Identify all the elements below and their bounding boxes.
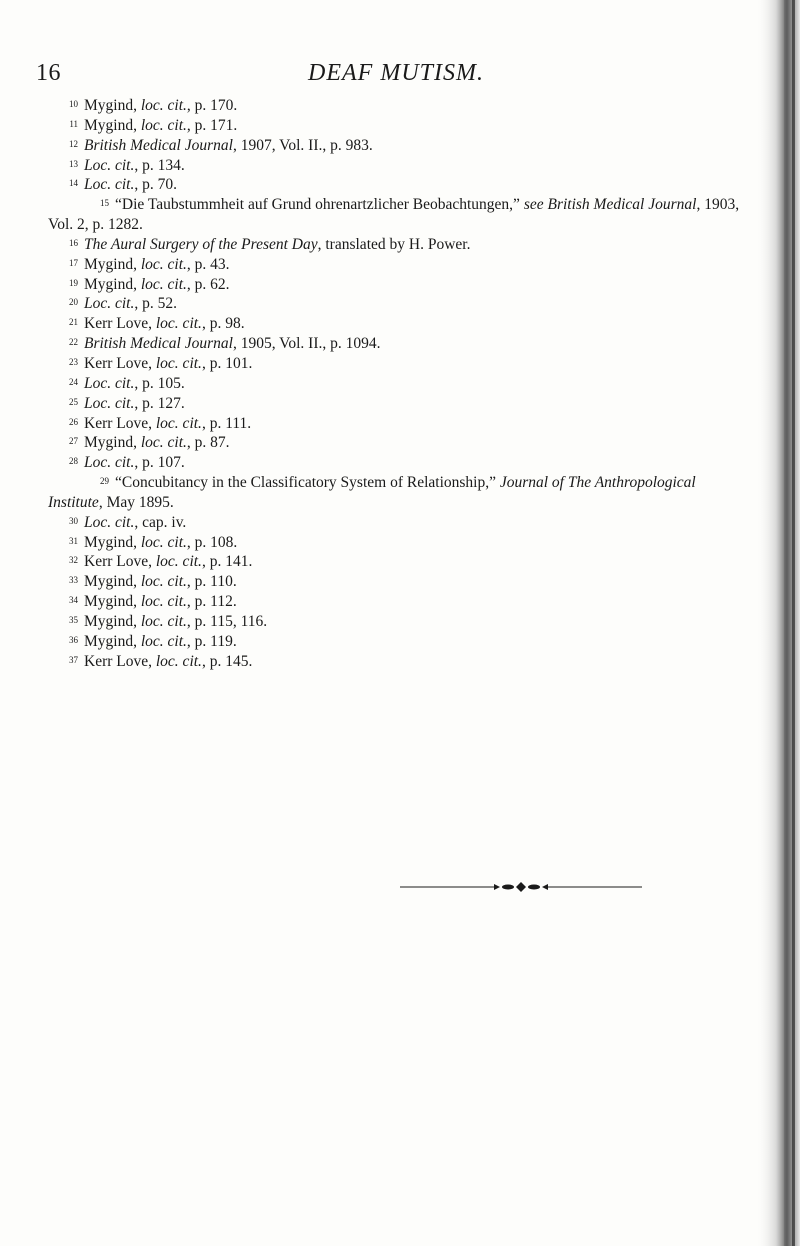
footnote-number: 10	[69, 99, 78, 109]
footnote-number: 37	[69, 654, 78, 665]
footnote-text: , p. 171.	[186, 116, 238, 134]
footnote-text: Kerr Love,	[84, 414, 156, 432]
footnote-number: 33	[69, 575, 78, 586]
footnote-text: , p. 119.	[186, 632, 237, 650]
footnote-text: , 1905, Vol. II., p. 1094.	[232, 335, 381, 353]
footnote-text: , 1903, Vol. 2, p. 1282.	[48, 196, 740, 234]
footnote-text: , p. 105.	[134, 374, 185, 392]
footnote-text: Mygind,	[84, 275, 141, 293]
footnote-italic-text: loc. cit.	[140, 573, 187, 591]
page-number: 16	[36, 60, 61, 86]
footnote-text: , p. 170.	[186, 97, 238, 114]
ornament-dot-right	[528, 885, 540, 890]
footnote-italic-text: Loc. cit.	[84, 156, 135, 174]
ornament-arrow-left	[494, 884, 500, 890]
footnote	[69, 453, 748, 473]
footnote	[69, 354, 748, 374]
footnote-text: , p. 115, 116.	[186, 612, 268, 630]
footnote-text: Mygind,	[84, 116, 141, 134]
footnote-text: Mygind,	[84, 255, 141, 273]
footnote-italic-text: loc. cit.	[140, 612, 187, 630]
footnotes-list	[48, 96, 748, 671]
footnote-text: Mygind,	[84, 434, 141, 452]
running-head: DEAF MUTISM.	[308, 60, 484, 86]
footnote	[69, 592, 748, 612]
footnote-italic-text: loc. cit.	[155, 652, 202, 670]
footnote-italic-text: loc. cit.	[140, 632, 187, 650]
footnote	[69, 156, 748, 176]
footnote-text: Kerr Love,	[84, 553, 156, 571]
footnote-italic-text: British Medical Journal	[84, 335, 233, 353]
footnote-italic-text: loc. cit.	[140, 593, 187, 611]
footnote-text: , p. 134.	[134, 156, 185, 174]
footnote-text: , p. 107.	[134, 454, 185, 472]
footnote-italic-text: Journal of The Anthropological Institute	[48, 474, 696, 511]
footnote-text: , p. 127.	[134, 394, 185, 412]
footnote-number: 28	[69, 456, 78, 467]
footnote	[48, 195, 748, 235]
footnote-number: 21	[69, 317, 78, 328]
footnote-italic-text: loc. cit.	[155, 315, 202, 333]
footnote-italic-text: British Medical Journal	[84, 136, 233, 154]
footnote-text: , p. 62.	[186, 275, 230, 293]
footnote-text: Mygind,	[84, 97, 141, 114]
footnote	[69, 314, 748, 334]
footnote-text: , p. 112.	[186, 593, 237, 611]
footnote	[69, 552, 748, 572]
footnote-number: 12	[69, 138, 78, 149]
footnote-number: 34	[69, 595, 78, 606]
page-header	[36, 50, 756, 90]
footnote-number: 14	[69, 178, 78, 189]
footnote-italic-text: see British Medical Journal	[523, 196, 697, 214]
footnote-italic-text: loc. cit.	[140, 255, 187, 273]
footnote-number: 13	[69, 158, 78, 169]
footnote	[69, 96, 748, 116]
footnote-italic-text: Loc. cit.	[84, 374, 135, 392]
footnote-italic-text: loc. cit.	[155, 414, 202, 432]
footnote-text: , p. 141.	[201, 553, 253, 571]
footnote-number: 27	[69, 436, 78, 447]
footnote	[69, 632, 748, 652]
footnote-text: “Die Taubstummheit auf Grund ohrenartzlicher Beobachtungen,”	[115, 196, 524, 214]
footnote-text: , p. 111.	[201, 414, 252, 432]
footnote-number: 17	[69, 257, 78, 268]
footnote-text: , p. 98.	[201, 315, 245, 333]
footnote	[69, 235, 748, 255]
footnote-number: 35	[69, 614, 78, 625]
ornament-divider	[400, 881, 642, 893]
footnote-text: , May 1895.	[98, 493, 174, 511]
footnote	[69, 572, 748, 592]
footnote-text: “Concubitancy in the Classificatory System of Relationship,”	[115, 474, 500, 492]
footnote-text: Mygind,	[84, 573, 141, 591]
footnote-text: , p. 70.	[134, 176, 177, 194]
footnote-number: 22	[69, 337, 78, 348]
footnote-number: 16	[69, 237, 78, 248]
footnote-text: Kerr Love,	[84, 354, 156, 372]
footnote	[69, 652, 748, 672]
footnote	[69, 334, 748, 354]
footnote-italic-text: loc. cit.	[140, 97, 187, 114]
footnote-italic-text: Loc. cit.	[84, 176, 135, 194]
footnote-italic-text: loc. cit.	[140, 533, 187, 551]
footnote	[69, 294, 748, 314]
footnote-text: Mygind,	[84, 612, 141, 630]
footnote	[69, 414, 748, 434]
footnote-text: , cap. iv.	[134, 513, 187, 531]
footnote-text: Mygind,	[84, 533, 141, 551]
footnote-italic-text: loc. cit.	[155, 553, 202, 571]
footnote-number: 32	[69, 555, 78, 566]
footnote-italic-text: loc. cit.	[155, 354, 202, 372]
footnote-number: 29	[100, 476, 109, 487]
footnote	[69, 394, 748, 414]
footnote-number: 20	[69, 297, 78, 308]
footnote-number: 24	[69, 376, 78, 387]
footnote-number: 19	[69, 277, 78, 288]
footnote	[48, 473, 748, 513]
footnote-text: , p. 52.	[134, 295, 177, 313]
footnote-text: Mygind,	[84, 632, 141, 650]
footnote-text: Kerr Love,	[84, 652, 156, 670]
footnote-text: , 1907, Vol. II., p. 983.	[232, 136, 373, 154]
footnote-text: , p. 101.	[201, 354, 253, 372]
footnote-italic-text: Loc. cit.	[84, 513, 135, 531]
footnote-number: 15	[100, 198, 109, 209]
footnote	[69, 374, 748, 394]
footnote-text: , p. 108.	[186, 533, 238, 551]
footnote-text: , p. 87.	[186, 434, 230, 452]
footnote	[69, 275, 748, 295]
footnote-number: 26	[69, 416, 78, 427]
footnote	[69, 533, 748, 553]
footnote-text: Kerr Love,	[84, 315, 156, 333]
footnote	[69, 513, 748, 533]
footnote-text: , p. 43.	[186, 255, 230, 273]
footnote-italic-text: loc. cit.	[140, 116, 187, 134]
ornament-dot-left	[502, 885, 514, 890]
footnote-italic-text: loc. cit.	[140, 275, 187, 293]
footnote-text: , translated by H. Power.	[317, 235, 471, 253]
footnote-italic-text: loc. cit.	[140, 434, 187, 452]
footnote-number: 31	[69, 535, 78, 546]
footnote-italic-text: The Aural Surgery of the Present Day	[84, 235, 318, 253]
footnote-italic-text: Loc. cit.	[84, 454, 135, 472]
footnote-number: 30	[69, 515, 78, 526]
footnote	[69, 136, 748, 156]
footnote-number: 11	[69, 118, 78, 129]
footnote-italic-text: Loc. cit.	[84, 394, 135, 412]
diamond-icon	[516, 882, 526, 892]
footnote-number: 25	[69, 396, 78, 407]
footnote-text: , p. 145.	[201, 652, 253, 670]
footnote-text: , p. 110.	[186, 573, 237, 591]
footnote-italic-text: Loc. cit.	[84, 295, 135, 313]
footnote	[69, 116, 748, 136]
footnote-text: Mygind,	[84, 593, 141, 611]
footnote	[69, 433, 748, 453]
footnote-number: 23	[69, 356, 78, 367]
footnote	[69, 612, 748, 632]
footnote-number: 36	[69, 634, 78, 645]
footnote	[69, 255, 748, 275]
footnote	[69, 175, 748, 195]
page-edge-shadow	[756, 0, 800, 1246]
